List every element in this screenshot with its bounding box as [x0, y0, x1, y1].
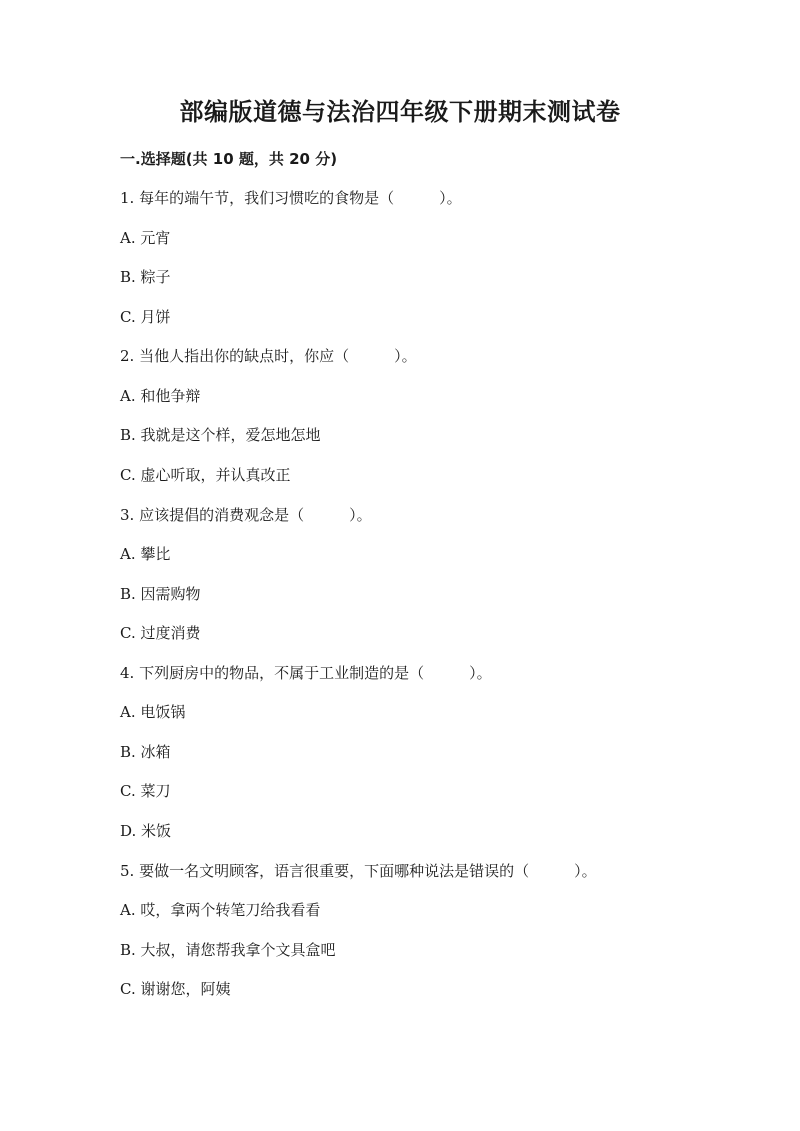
question-3-stem: 3. 应该提倡的消费观念是（ ）。: [120, 506, 372, 524]
question-1-option-a: A. 元宵: [120, 229, 171, 247]
question-1-option-c: C. 月饼: [120, 308, 171, 326]
question-2-option-c: C. 虚心听取，并认真改正: [120, 466, 291, 484]
question-5-option-b: B. 大叔，请您帮我拿个文具盒吧: [120, 941, 336, 959]
question-2-option-a: A. 和他争辩: [120, 387, 201, 405]
question-5-stem: 5. 要做一名文明顾客，语言很重要，下面哪种说法是错误的（ ）。: [120, 862, 597, 880]
question-3-option-b: B. 因需购物: [120, 585, 201, 603]
question-2-stem: 2. 当他人指出你的缺点时，你应（ ）。: [120, 347, 417, 365]
question-5-option-a: A. 哎，拿两个转笔刀给我看看: [120, 901, 321, 919]
question-1-option-b: B. 粽子: [120, 268, 171, 286]
question-1-stem: 1. 每年的端午节，我们习惯吃的食物是（ ）。: [120, 189, 462, 207]
question-2-option-b: B. 我就是这个样，爱怎地怎地: [120, 426, 321, 444]
question-4-stem: 4. 下列厨房中的物品，不属于工业制造的是（ ）。: [120, 664, 492, 682]
question-4-option-c: C. 菜刀: [120, 782, 171, 800]
question-3-option-c: C. 过度消费: [120, 624, 201, 642]
page-title: 部编版道德与法治四年级下册期末测试卷: [179, 98, 621, 126]
question-3-option-a: A. 攀比: [120, 545, 171, 563]
question-4-option-b: B. 冰箱: [120, 743, 171, 761]
question-5-option-c: C. 谢谢您，阿姨: [120, 980, 231, 998]
section-heading: 一.选择题(共 10 题，共 20 分): [120, 150, 338, 168]
question-4-option-d: D. 米饭: [120, 822, 172, 840]
question-4-option-a: A. 电饭锅: [120, 703, 186, 721]
